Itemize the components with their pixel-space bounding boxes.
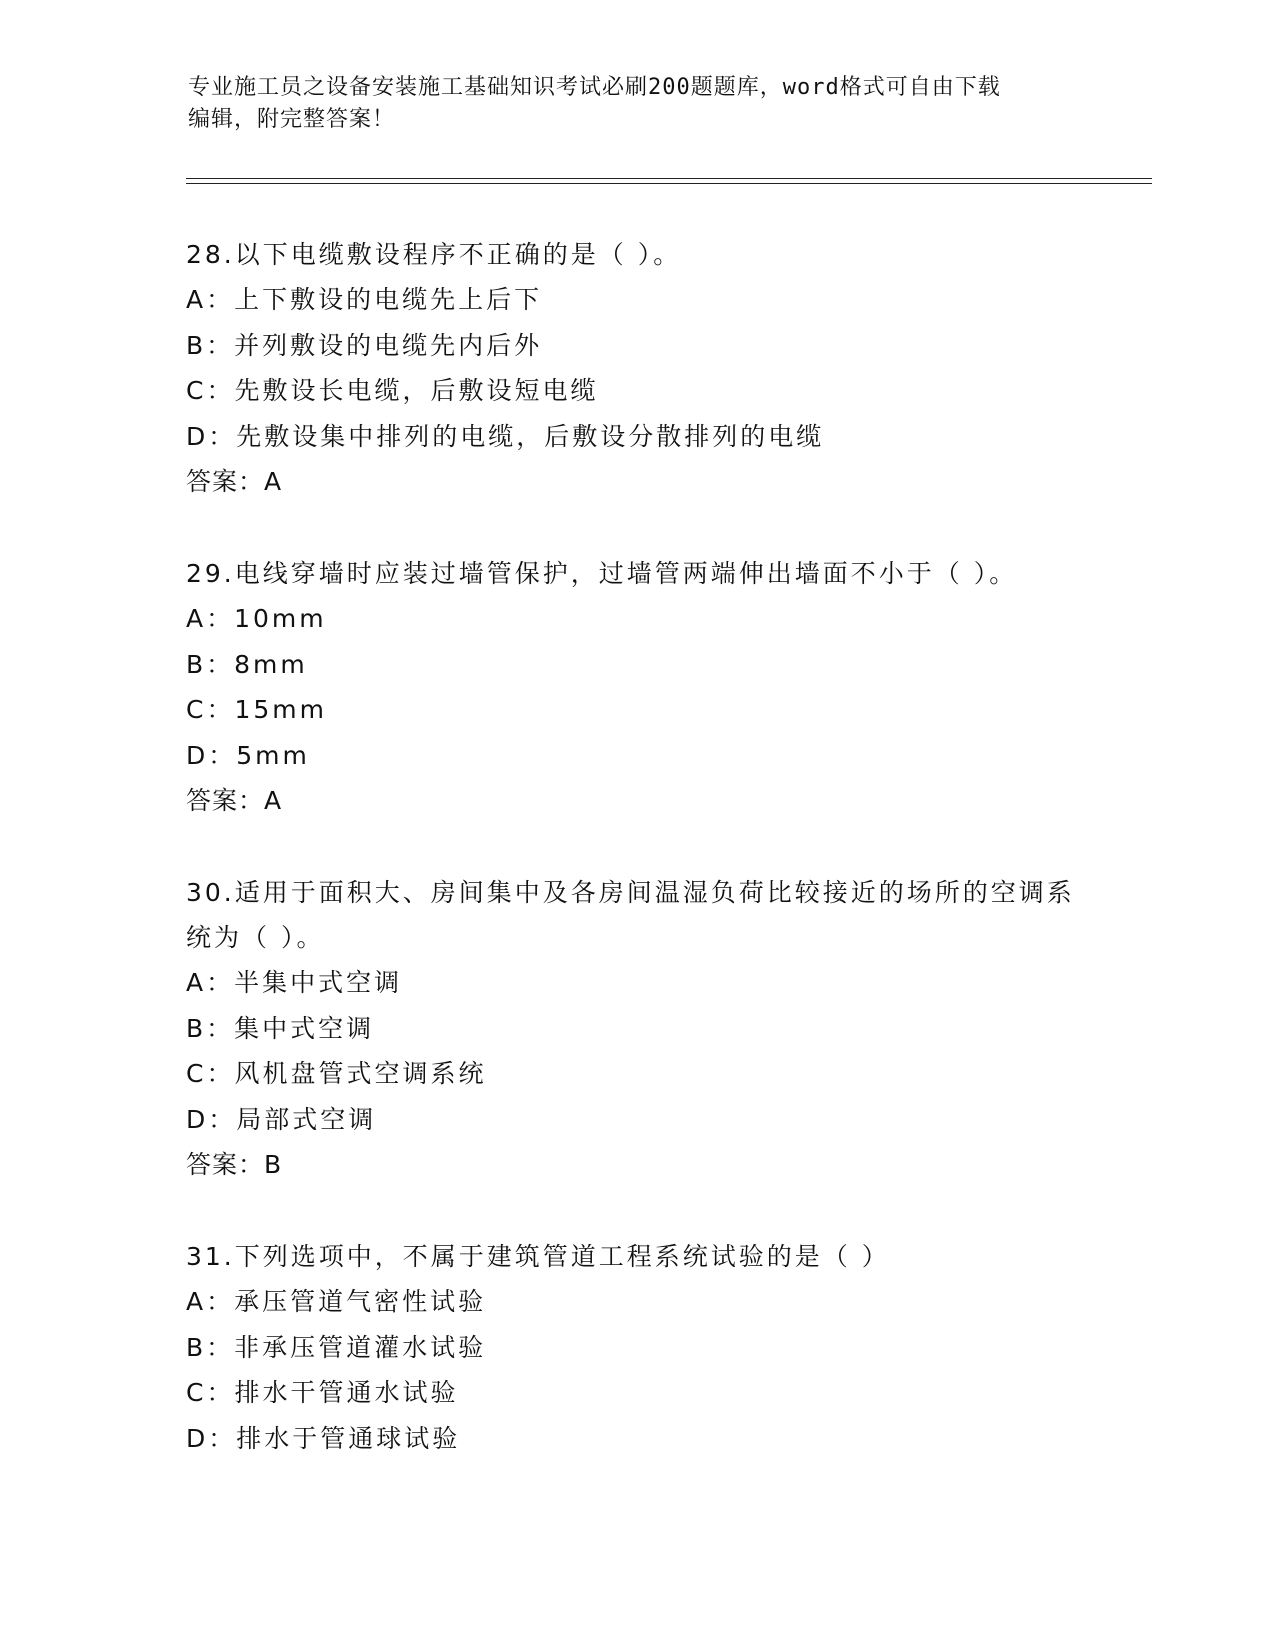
option-b: B：并列敷设的电缆先内后外 xyxy=(186,330,543,360)
option-a: A：承压管道气密性试验 xyxy=(186,1287,487,1316)
option-a: A：上下敷设的电缆先上后下 xyxy=(186,285,543,314)
document-header xyxy=(188,72,1068,136)
header-divider-bottom xyxy=(186,183,1152,184)
option-d: D：排水于管通球试验 xyxy=(186,1423,461,1453)
option-a: A：10mm xyxy=(186,604,327,633)
question-31 xyxy=(186,1234,1086,1461)
answer-line: 答案：A xyxy=(186,467,283,496)
question-stem: 29.电线穿墙时应装过墙管保护，过墙管两端伸出墙面不小于（ ）。 xyxy=(186,559,1018,588)
option-d: D：5mm xyxy=(186,740,310,770)
question-stem: 31.下列选项中，不属于建筑管道工程系统试验的是（ ） xyxy=(186,1242,890,1271)
option-c: C：15mm xyxy=(186,695,327,724)
option-d: D：先敷设集中排列的电缆，后敷设分散排列的电缆 xyxy=(186,421,825,451)
option-b: B：集中式空调 xyxy=(186,1013,375,1043)
header-line-1: 专业施工员之设备安装施工基础知识考试必刷200题题库，word格式可自由下载 xyxy=(188,75,1001,100)
answer-line: 答案：B xyxy=(186,1150,283,1179)
question-29 xyxy=(186,551,1086,823)
question-stem: 30.适用于面积大、房间集中及各房间温湿负荷比较接近的场所的空调系统为（ ）。 xyxy=(186,878,1075,952)
question-30 xyxy=(186,870,1086,1187)
question-stem: 28.以下电缆敷设程序不正确的是（ ）。 xyxy=(186,240,682,269)
header-divider-top xyxy=(186,178,1152,179)
option-c: C：风机盘管式空调系统 xyxy=(186,1059,487,1088)
question-28 xyxy=(186,232,1086,504)
header-line-2: 编辑，附完整答案！ xyxy=(188,107,396,132)
option-b: B：非承压管道灌水试验 xyxy=(186,1332,487,1362)
answer-line: 答案：A xyxy=(186,786,283,815)
option-a: A：半集中式空调 xyxy=(186,968,403,997)
option-c: C：先敷设长电缆，后敷设短电缆 xyxy=(186,376,599,405)
option-b: B：8mm xyxy=(186,649,308,679)
option-d: D：局部式空调 xyxy=(186,1104,377,1134)
option-c: C：排水干管通水试验 xyxy=(186,1378,459,1407)
